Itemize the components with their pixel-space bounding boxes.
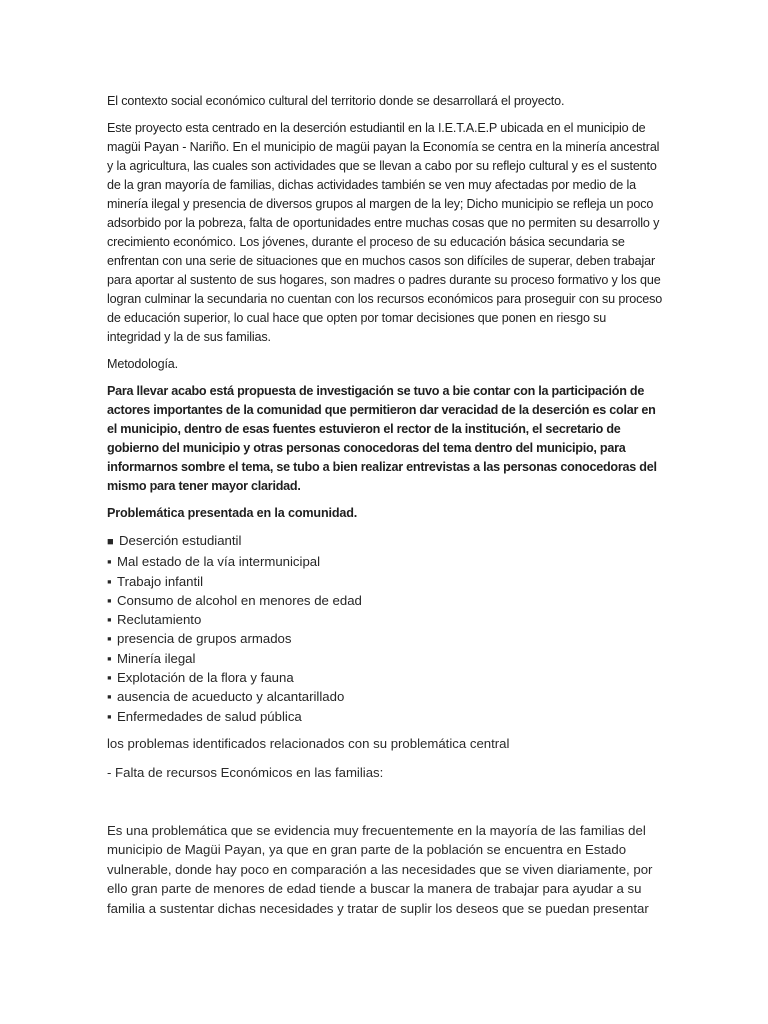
list-item-text: Minería ilegal <box>117 650 196 666</box>
square-bullet-icon: ▪ <box>107 708 112 724</box>
list-item-text: Deserción estudiantil <box>119 533 242 548</box>
list-item <box>107 649 663 668</box>
list-item <box>107 572 663 591</box>
square-bullet-icon: ▪ <box>107 592 112 608</box>
list-item-text: Consumo de alcohol en menores de edad <box>117 592 362 608</box>
identified-problems-text: los problemas identificados relacionados con su problemática central <box>107 735 510 751</box>
list-item <box>107 668 663 687</box>
square-bullet-icon: ▪ <box>107 554 112 570</box>
square-bullet-icon: ▪ <box>107 670 112 686</box>
final-paragraph: Es una problemática que se evidencia muy frecuentemente en la mayoría de las familias del municipio de Magüi Payan, ya que en gran parte de la población se encuentra en Estado vulnerable, donde hay poco en comparación a las necesidades que se viven diariamente, por ello gran parte de menores de edad tiende a buscar la manera de trabajar para ayudar a su familia a sustentar dichas necesidades y tratar de suplir los deseos que se puedan presentar <box>107 822 653 916</box>
square-bullet-icon: ▪ <box>107 573 112 589</box>
intro-paragraph: Este proyecto esta centrado en la deserción estudiantil en la I.E.T.A.E.P ubicada en el municipio de magüi Payan - Nariño. En el municipio de magüi payan la Economía se centra en la minería ancestral y la agricultura, las cuales son actividades que se llevan a cabo por su reflejo cultural y es el sustento de la gran mayoría de familias, dichas actividades también se ven muy afectadas por medio de la minería ilegal y presencia de diversos grupos al margen de la ley; Dicho municipio se refleja un poco adsorbido por la pobreza, falta de oportunidades entre muchas cosas que no permiten su desarrollo y crecimiento económico. Los jóvenes, durante el proceso de su educación básica secundaria se enfrentan con una serie de situaciones que en muchos casos son difíciles de superar, deben trabajar para aportar al sustento de sus hogares, son madres o padres durante su proceso formativo y los que logran culminar la secundaria no cuentan con los recursos económicos para proseguir con su proceso de educación superior, lo cual hace que opten por tomar decisiones que ponen en riesgo su integridad y la de sus familias. <box>107 121 663 344</box>
list-item <box>107 591 663 610</box>
list-item <box>107 531 663 552</box>
square-bullet-icon: ▪ <box>107 689 112 705</box>
methodology-heading: Metodología. <box>107 357 179 371</box>
list-item-text: ausencia de acueducto y alcantarillado <box>117 689 345 705</box>
document-title: El contexto social económico cultural del territorio donde se desarrollará el proyecto. <box>107 94 565 108</box>
square-bullet-icon: ▪ <box>107 631 112 647</box>
vertical-spacer <box>107 783 663 821</box>
list-item <box>107 610 663 629</box>
list-item-text: Trabajo infantil <box>117 573 204 589</box>
list-item <box>107 687 663 706</box>
problems-heading: Problemática presentada en la comunidad. <box>107 506 358 520</box>
list-item-text: Explotación de la flora y fauna <box>117 670 294 686</box>
document-page <box>107 92 663 919</box>
list-item <box>107 552 663 571</box>
list-item-text: Enfermedades de salud pública <box>117 708 302 724</box>
square-bullet-icon: ▪ <box>107 612 112 628</box>
problems-list <box>107 531 663 726</box>
list-item-text: Mal estado de la vía intermunicipal <box>117 554 321 570</box>
list-item <box>107 629 663 648</box>
square-bullet-icon: ■ <box>107 536 114 548</box>
methodology-paragraph: Para llevar acabo está propuesta de investigación se tuvo a bie contar con la participación de actores importantes de la comunidad que permitieron dar veracidad de la deserción es colar en el municipio, dentro de esas fuentes estuvieron el rector de la institución, el secretario de gobierno del municipio y otras personas conocedoras del tema dentro del municipio, para informarnos sombre el tema, se tubo a bien realizar entrevistas a las personas conocedoras del mismo para tener mayor claridad. <box>107 384 657 493</box>
list-item-text: presencia de grupos armados <box>117 631 292 647</box>
lack-resources-heading: - Falta de recursos Económicos en las familias: <box>107 765 384 781</box>
list-item <box>107 707 663 726</box>
list-item-text: Reclutamiento <box>117 612 202 628</box>
square-bullet-icon: ▪ <box>107 650 112 666</box>
